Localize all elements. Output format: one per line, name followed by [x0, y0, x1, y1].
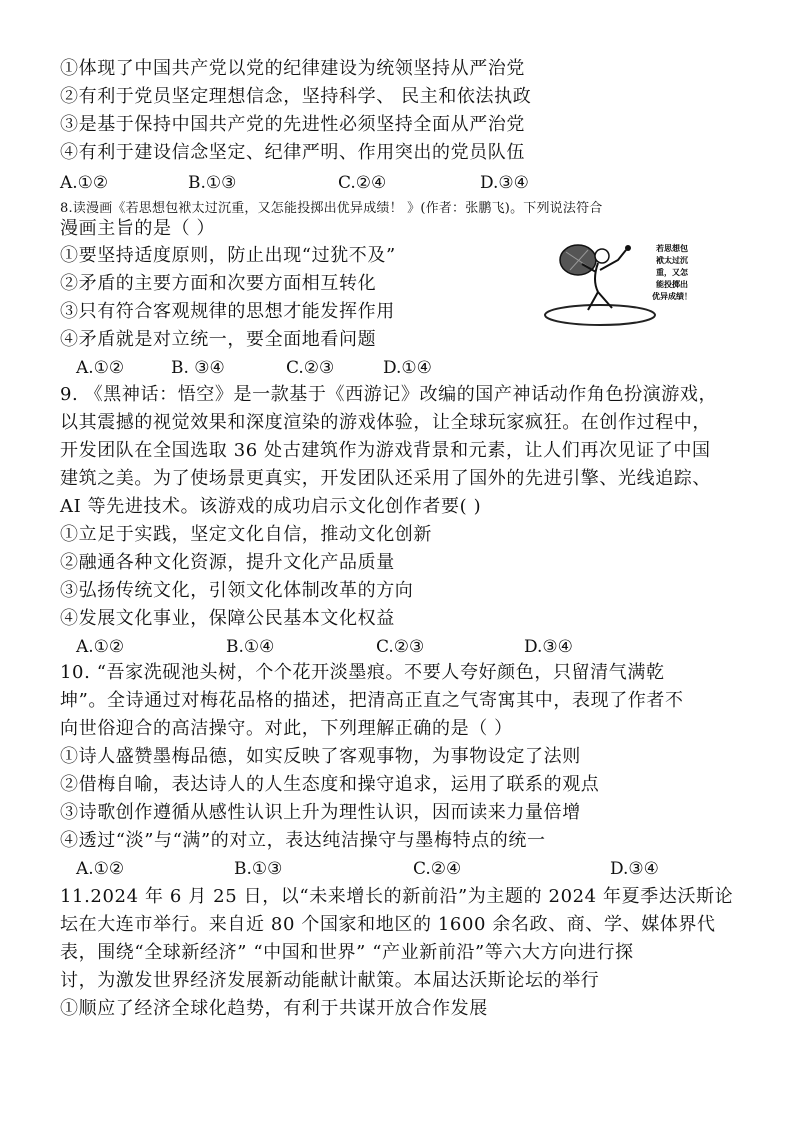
option-b: B.①③: [188, 173, 237, 193]
option-a: A.①②: [76, 859, 125, 879]
cartoon-caption-line: 重，又怎: [656, 268, 688, 277]
question-stem: 坤”。全诗通过对梅花品格的描述，把清高正直之气寄寓其中，表现了作者不: [60, 690, 684, 711]
question-stem: 坛在大连市举行。来自近 80 个国家和地区的 1600 余名政、商、学、媒体界代: [60, 914, 716, 935]
cartoon-caption-line: 袱太过沉: [656, 256, 688, 265]
option-a: A.①②: [76, 637, 125, 657]
statement: ③诗歌创作遵循从感性认识上升为理性认识，因而读来力量倍增: [60, 802, 581, 823]
statement: ①诗人盛赞墨梅品德，如实反映了客观事物，为事物设定了法则: [60, 746, 581, 767]
statement: ①顺应了经济全球化趋势，有利于共谋开放合作发展: [60, 998, 488, 1019]
statement: ②融通各种文化资源，提升文化产品质量: [60, 552, 395, 573]
option-d: D.③④: [524, 637, 573, 657]
question-stem: 漫画主旨的是（ ）: [60, 218, 216, 239]
option-c: C.②④: [413, 859, 462, 879]
option-d: D.①④: [383, 358, 432, 378]
statement: ③弘扬传统文化，引领文化体制改革的方向: [60, 580, 414, 601]
statement: ①立足于实践，坚定文化自信，推动文化创新: [60, 524, 432, 545]
question-stem: 9. 《黑神话：悟空》是一款基于《西游记》改编的国产神话动作角色扮演游戏，: [60, 384, 718, 405]
question-stem: 表，围绕“全球新经济” “中国和世界” “产业新前沿”等六大方向进行探: [60, 942, 634, 963]
statement: ②有利于党员坚定理想信念，坚持科学、 民主和依法执政: [60, 86, 532, 107]
statement: ①体现了中国共产党以党的纪律建设为统领坚持从严治党: [60, 58, 525, 79]
option-a: A.①②: [60, 173, 109, 193]
statement: ②借梅自喻，表达诗人的人生态度和操守追求，运用了联系的观点: [60, 774, 600, 795]
option-b: B. ③④: [171, 358, 225, 378]
statement: ④矛盾就是对立统一，要全面地看问题: [60, 329, 377, 350]
question-stem: 10. “吾家洗砚池头树，个个花开淡墨痕。不要人夸好颜色，只留清气满乾: [60, 662, 665, 683]
cartoon-caption-line: 优异成绩！: [652, 292, 692, 301]
statement: ③是基于保持中国共产党的先进性必须坚持全面从严治党: [60, 114, 525, 135]
option-d: D.③④: [480, 173, 529, 193]
question-stem: 8.读漫画《若思想包袱太过沉重，又怎能投掷出优异成绩！ 》(作者：张鹏飞)。下列说法符合: [60, 201, 603, 216]
statement: ②矛盾的主要方面和次要方面相互转化: [60, 273, 377, 294]
question-stem: 讨，为激发世界经济发展新动能献计献策。本届达沃斯论坛的举行: [60, 970, 600, 991]
option-c: C.②③: [376, 637, 425, 657]
option-b: B.①④: [226, 637, 275, 657]
question-stem: 以其震撼的视觉效果和深度渲染的游戏体验，让全球玩家疯狂。在创作过程中，: [60, 412, 711, 433]
cartoon-illustration: [540, 230, 710, 330]
question-stem: AI 等先进技术。该游戏的成功启示文化创作者要( ): [60, 496, 482, 517]
question-stem: 11.2024 年 6 月 25 日，以“未来增长的新前沿”为主题的 2024 年夏季达沃斯论: [60, 886, 734, 907]
option-b: B.①③: [234, 859, 283, 879]
option-c: C.②③: [286, 358, 335, 378]
question-stem: 开发团队在全国选取 36 处古建筑作为游戏背景和元素，让人们再次见证了中国: [60, 440, 711, 461]
question-stem: 建筑之美。为了使场景更真实，开发团队还采用了国外的先进引擎、光线追踪、: [60, 468, 711, 489]
question-stem: 向世俗迎合的高洁操守。对此，下列理解正确的是（ ）: [60, 718, 513, 739]
cartoon-caption-line: 能投掷出: [656, 280, 688, 289]
statement: ④透过“淡”与“满”的对立，表达纯洁操守与墨梅特点的统一: [60, 830, 546, 851]
statement: ③只有符合客观规律的思想才能发挥作用: [60, 301, 395, 322]
statement: ①要坚持适度原则，防止出现“过犹不及”: [60, 245, 396, 266]
statement: ④有利于建设信念坚定、纪律严明、作用突出的党员队伍: [60, 142, 525, 163]
cartoon-caption-line: 若思想包: [656, 244, 688, 253]
statement: ④发展文化事业，保障公民基本文化权益: [60, 608, 395, 629]
option-a: A.①②: [76, 358, 125, 378]
option-d: D.③④: [610, 859, 659, 879]
option-c: C.②④: [338, 173, 387, 193]
